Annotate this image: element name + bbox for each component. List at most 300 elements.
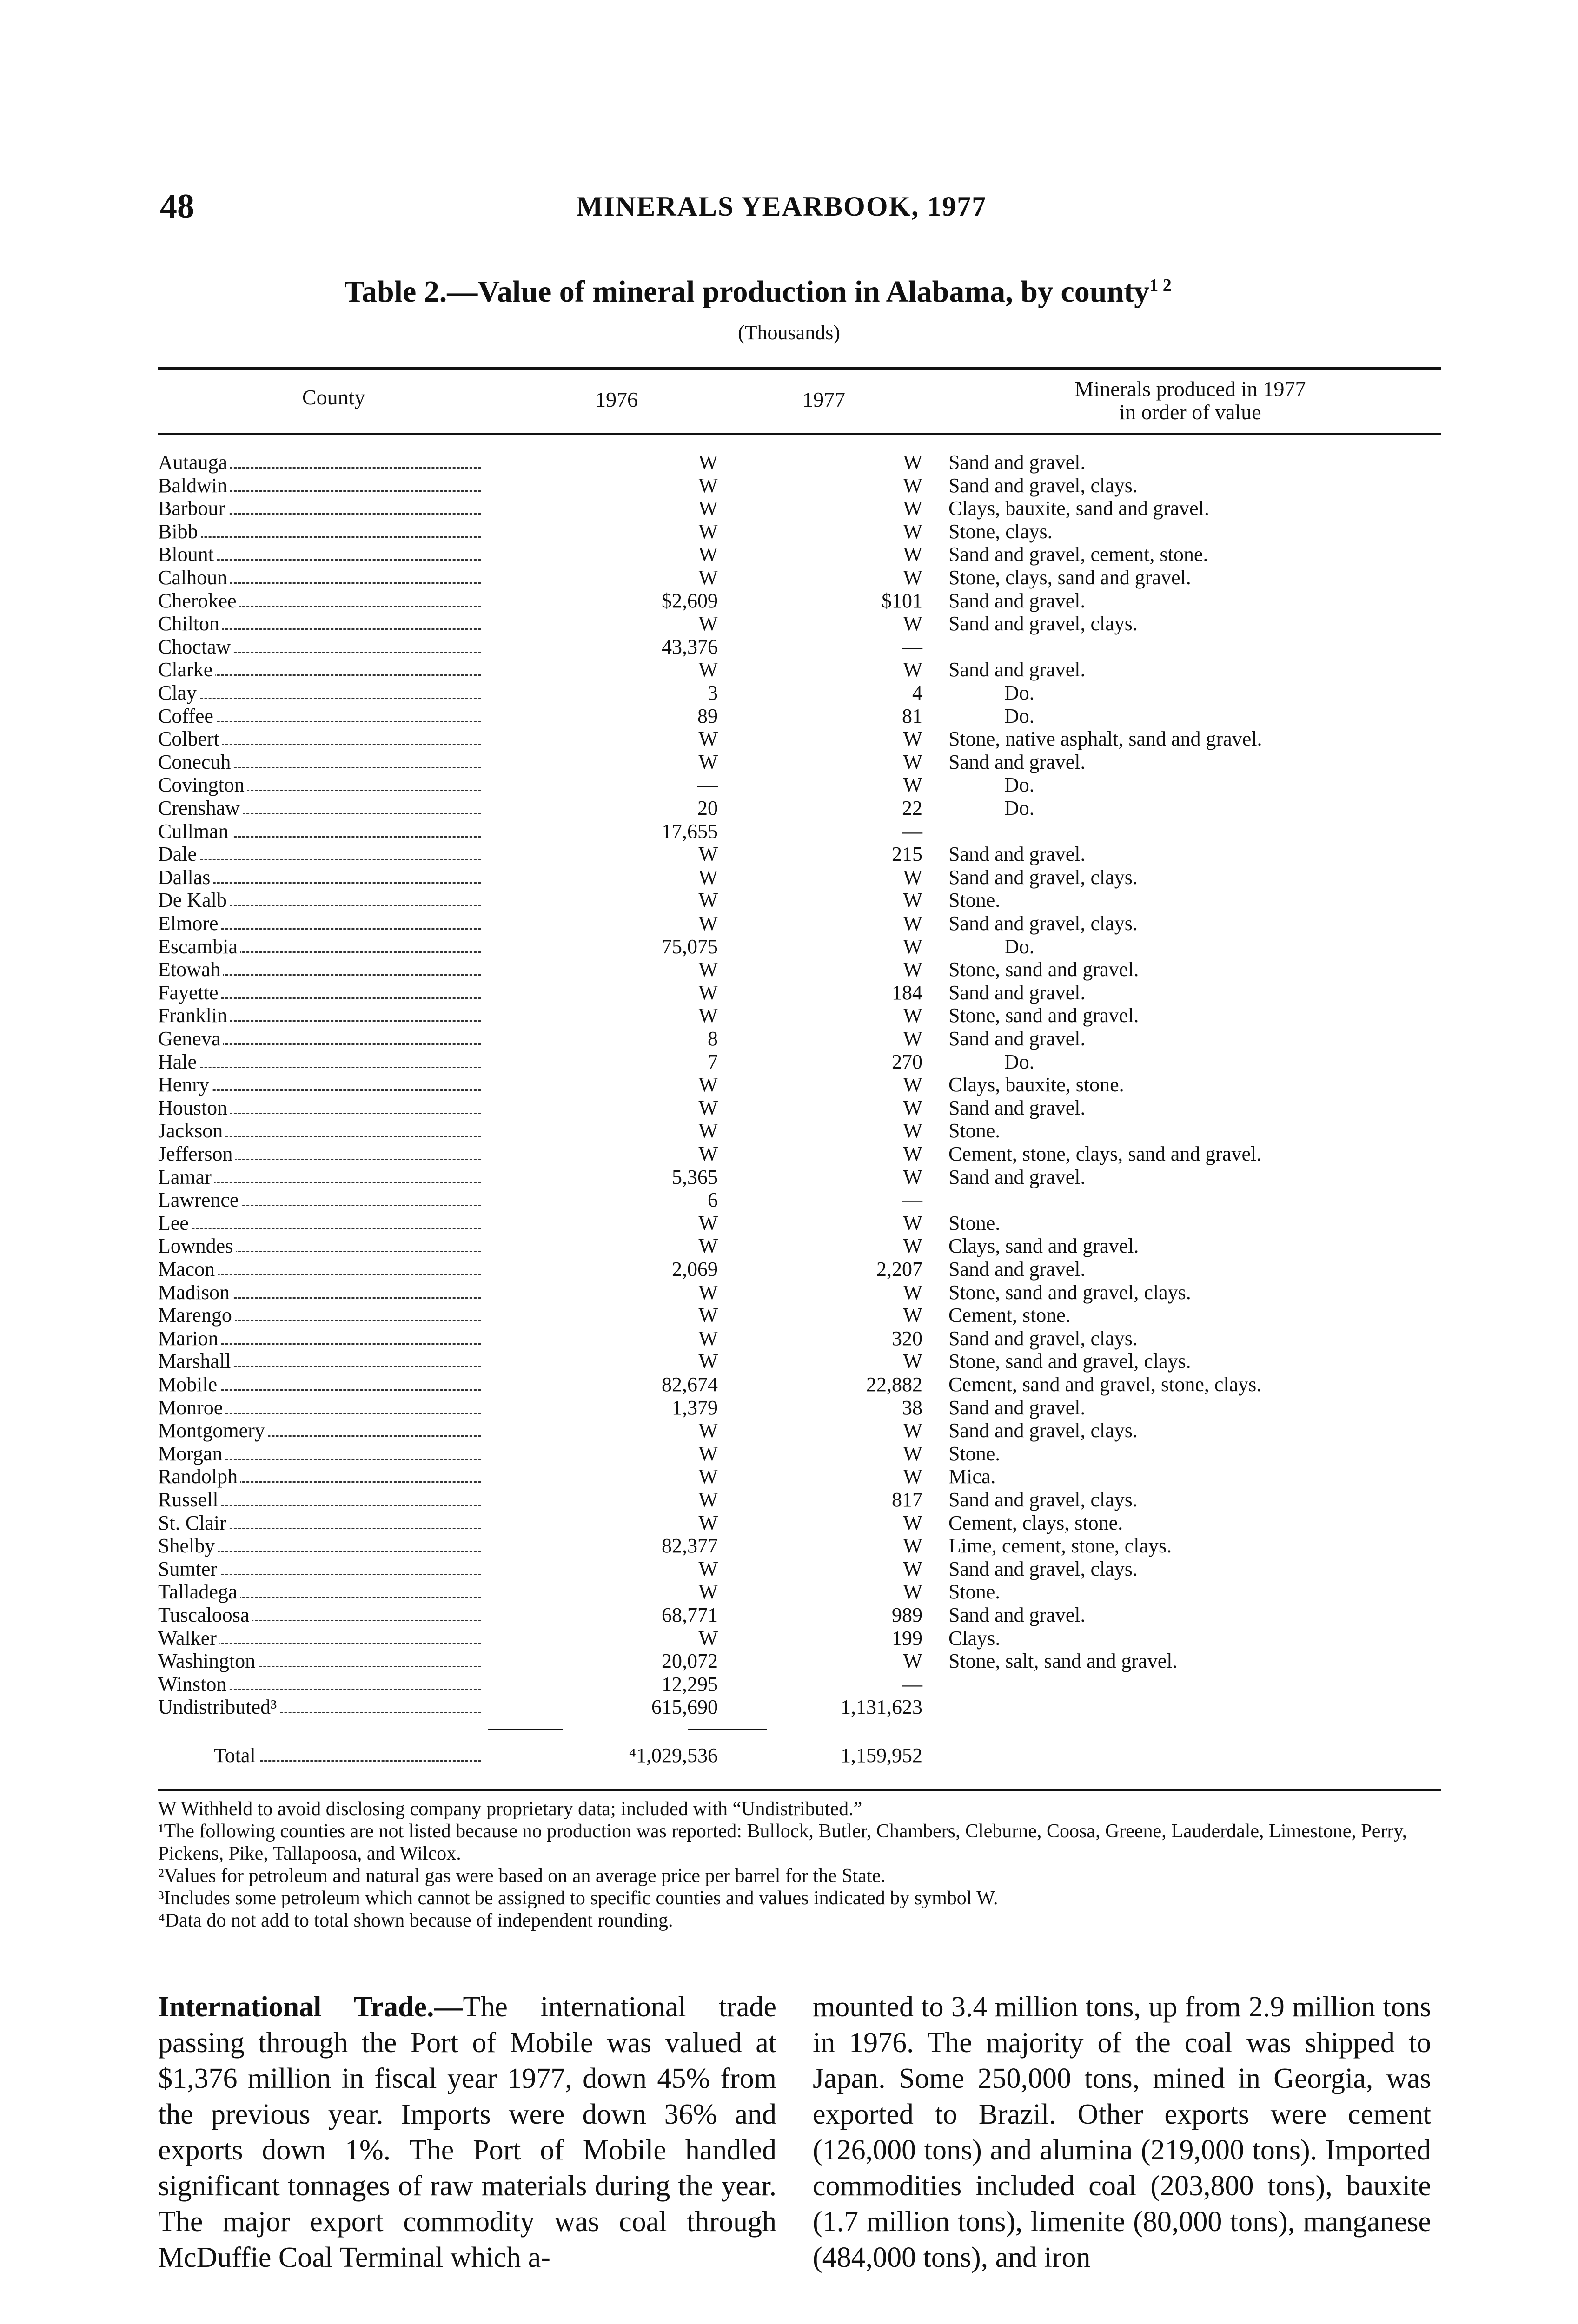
minerals-cell: Sand and gravel. [948, 843, 1086, 866]
value-1976: W [698, 843, 718, 866]
value-1976: W [698, 543, 718, 566]
column-header-minerals [958, 377, 1423, 424]
county-name: Washington [158, 1650, 258, 1672]
value-1976: 615,690 [651, 1696, 718, 1719]
value-1976: W [698, 727, 718, 751]
minerals-cell: Sand and gravel. [948, 1604, 1086, 1626]
footnote-1: ¹The following counties are not listed because no production was reported: Bullock, Butler, Chambers, Cleburne, Coosa, Greene, Lauderdale, Limestone, Perry, Pickens, Pike, Tallapoosa, and Wilcox. [158, 1821, 1407, 1864]
value-1977: W [903, 1096, 922, 1119]
county-cell [158, 727, 484, 751]
total-label-cell [158, 1744, 484, 1767]
value-1977: W [903, 1534, 922, 1558]
value-1976: W [698, 1211, 718, 1235]
table-row [158, 474, 1441, 497]
dot-leader [158, 1228, 481, 1229]
table-row [158, 1258, 1441, 1281]
value-1976: W [698, 1557, 718, 1580]
value-1977: W [903, 1235, 922, 1258]
total-row [158, 1744, 1441, 1767]
county-name: Morgan [158, 1442, 225, 1465]
county-name: Marengo [158, 1304, 235, 1327]
value-1977: W [903, 1580, 922, 1604]
minerals-cell: Stone, sand and gravel, clays. [948, 1350, 1191, 1373]
value-1977: W [903, 1004, 922, 1027]
county-cell [158, 1350, 484, 1373]
county-name: Undistributed³ [158, 1696, 279, 1718]
minerals-cell: Sand and gravel. [948, 451, 1086, 474]
value-1977: 22,882 [866, 1373, 922, 1396]
value-1977: 2,207 [876, 1258, 922, 1281]
value-1976: 5,365 [672, 1165, 718, 1188]
value-1976: W [698, 1580, 718, 1604]
value-1976: W [698, 1096, 718, 1119]
minerals-cell: Sand and gravel, clays. [948, 612, 1138, 635]
table-row [158, 1534, 1441, 1558]
table-row [158, 1673, 1441, 1696]
value-1977: 22 [902, 797, 922, 819]
county-name: Cullman [158, 820, 232, 843]
value-1976: W [698, 1073, 718, 1096]
value-1977: W [903, 1281, 922, 1304]
value-1976: 12,295 [662, 1672, 718, 1696]
county-name: De Kalb [158, 889, 230, 911]
county-name: Clarke [158, 658, 215, 681]
table-row [158, 1488, 1441, 1512]
county-name: Cherokee [158, 589, 239, 612]
table-bottom-rule [158, 1789, 1441, 1791]
minerals-cell: Sand and gravel. [948, 1165, 1086, 1188]
county-cell [158, 1373, 484, 1396]
value-1976: 7 [708, 1050, 718, 1073]
county-cell [158, 520, 484, 543]
county-name: Mobile [158, 1373, 220, 1396]
county-cell [158, 773, 484, 797]
minerals-cell: Sand and gravel, clays. [948, 1327, 1138, 1350]
minerals-cell: Sand and gravel. [948, 1258, 1086, 1281]
value-1977: 989 [892, 1604, 922, 1626]
table-row [158, 1442, 1441, 1466]
county-name: Elmore [158, 912, 221, 935]
value-1977: 4 [912, 681, 922, 704]
county-name: St. Clair [158, 1512, 229, 1534]
county-cell [158, 1512, 484, 1535]
table-row [158, 705, 1441, 728]
minerals-cell: Stone. [948, 1442, 1001, 1465]
county-name: Geneva [158, 1027, 223, 1050]
county-name: Walker [158, 1627, 219, 1650]
value-1977: W [903, 1442, 922, 1465]
county-name: Lawrence [158, 1188, 241, 1211]
value-1977: W [903, 497, 922, 520]
county-cell [158, 1235, 484, 1258]
table-row [158, 1096, 1441, 1120]
value-1977: 1,131,623 [841, 1696, 922, 1719]
value-1976: W [698, 865, 718, 889]
minerals-cell: Sand and gravel. [948, 658, 1086, 681]
value-1977: W [903, 1211, 922, 1235]
table-row [158, 543, 1441, 566]
body-column-right [813, 1989, 1431, 2276]
value-1977: 270 [892, 1050, 922, 1073]
county-name: Autauga [158, 451, 230, 474]
county-cell [158, 843, 484, 866]
value-1977: W [903, 935, 922, 958]
minerals-cell: Stone. [948, 1211, 1001, 1235]
value-1976: W [698, 889, 718, 912]
table-row [158, 1327, 1441, 1350]
table-row [158, 1235, 1441, 1258]
county-name: Franklin [158, 1004, 230, 1027]
table-row [158, 1281, 1441, 1304]
total-1977: 1,159,952 [841, 1744, 922, 1767]
table-row [158, 981, 1441, 1004]
county-cell [158, 1096, 484, 1120]
value-1977: W [903, 543, 922, 566]
value-1976: $2,609 [662, 589, 718, 612]
minerals-cell: Do. [1004, 681, 1034, 704]
value-1976: W [698, 612, 718, 635]
table-row [158, 1027, 1441, 1050]
minerals-cell: Do. [1004, 704, 1034, 727]
county-cell [158, 1188, 484, 1212]
county-name: Blount [158, 543, 217, 566]
county-cell [158, 1073, 484, 1096]
table-row [158, 520, 1441, 543]
value-1977: W [903, 1419, 922, 1442]
table-row [158, 681, 1441, 705]
value-1977: W [903, 912, 922, 935]
value-1977: W [903, 727, 922, 751]
minerals-cell: Stone, native asphalt, sand and gravel. [948, 727, 1262, 751]
county-cell [158, 981, 484, 1004]
minerals-cell: Sand and gravel, clays. [948, 1557, 1138, 1580]
value-1976: W [698, 497, 718, 520]
county-cell [158, 935, 484, 958]
table-row [158, 1073, 1441, 1096]
value-1976: W [698, 1488, 718, 1511]
value-1976: W [698, 1626, 718, 1650]
value-1977-blank: — [902, 635, 922, 658]
table-row [158, 612, 1441, 635]
minerals-cell: Sand and gravel. [948, 750, 1086, 773]
value-1976: 8 [708, 1027, 718, 1050]
value-1976-blank: — [697, 773, 718, 797]
value-1976: W [698, 912, 718, 935]
value-1976: W [698, 1442, 718, 1465]
value-1976: W [698, 1511, 718, 1534]
minerals-cell: Do. [1004, 935, 1034, 958]
value-1977: 38 [902, 1396, 922, 1419]
county-name: Fayette [158, 981, 221, 1004]
minerals-cell: Cement, clays, stone. [948, 1511, 1123, 1534]
value-1976: W [698, 474, 718, 497]
minerals-cell: Cement, sand and gravel, stone, clays. [948, 1373, 1262, 1396]
county-cell [158, 1258, 484, 1281]
minerals-cell: Stone. [948, 1580, 1001, 1604]
county-cell [158, 1004, 484, 1027]
minerals-cell: Stone, sand and gravel. [948, 1004, 1139, 1027]
value-1976: 82,674 [662, 1373, 718, 1396]
table-top-rule [158, 367, 1441, 370]
county-cell [158, 1558, 484, 1581]
county-name: Russell [158, 1488, 221, 1511]
value-1977: W [903, 750, 922, 773]
county-name: Madison [158, 1281, 232, 1304]
minerals-cell: Stone. [948, 889, 1001, 912]
table-row [158, 1558, 1441, 1581]
county-name: Marion [158, 1327, 221, 1350]
minerals-cell: Stone, clays. [948, 520, 1053, 543]
value-1977: W [903, 1304, 922, 1327]
value-1976: 75,075 [662, 935, 718, 958]
column-header-1976: 1976 [595, 388, 638, 411]
minerals-cell: Do. [1004, 773, 1034, 797]
table-row [158, 797, 1441, 820]
value-1976: W [698, 520, 718, 543]
table-row [158, 1142, 1441, 1166]
value-1976: 6 [708, 1188, 718, 1212]
body-paragraph-left [158, 1989, 776, 2276]
table-row [158, 1350, 1441, 1373]
table-row [158, 958, 1441, 981]
county-cell [158, 958, 484, 981]
county-cell [158, 474, 484, 497]
value-1976: W [698, 958, 718, 981]
table-header-rule [158, 433, 1441, 435]
footnote-4: ⁴Data do not add to total shown because of independent rounding. [158, 1910, 673, 1931]
county-cell [158, 889, 484, 912]
county-name: Bibb [158, 520, 201, 543]
value-1977: W [903, 474, 922, 497]
county-cell [158, 1281, 484, 1304]
value-1977: W [903, 1650, 922, 1673]
table-row [158, 1419, 1441, 1442]
minerals-cell: Cement, stone, clays, sand and gravel. [948, 1142, 1262, 1165]
table-row [158, 589, 1441, 613]
body-paragraph-right: mounted to 3.4 million tons, up from 2.9 million tons in 1976. The majority of the coal was shipped to Japan. Some 250,000 tons, mined in Georgia, was exported to Brazil. Other exports were cement (126,000 tons) and alumina (219,000 tons). Imported commodities included coal (203,800 tons), bauxite (1.7 million tons), limenite (80,000 tons), manganese (484,000 tons), and iron [813, 1991, 1431, 2273]
value-1976: W [698, 658, 718, 681]
county-cell [158, 1488, 484, 1512]
value-1976: W [698, 1142, 718, 1165]
county-cell [158, 820, 484, 843]
value-1976: 1,379 [672, 1396, 718, 1419]
county-name: Escambia [158, 935, 240, 958]
county-name: Conecuh [158, 751, 233, 773]
minerals-cell: Clays. [948, 1626, 1001, 1650]
value-1976: 82,377 [662, 1534, 718, 1558]
county-cell [158, 1604, 484, 1627]
value-1977: W [903, 1142, 922, 1165]
table-row [158, 866, 1441, 889]
county-name: Clay [158, 681, 199, 704]
value-1976: W [698, 1304, 718, 1327]
table-units: (Thousands) [738, 321, 840, 344]
county-name: Lee [158, 1212, 192, 1235]
county-cell [158, 1304, 484, 1327]
value-1977: W [903, 1027, 922, 1050]
county-name: Lamar [158, 1166, 214, 1188]
minerals-cell: Clays, bauxite, stone. [948, 1073, 1124, 1096]
county-cell [158, 1650, 484, 1673]
county-cell [158, 866, 484, 889]
value-1976: 17,655 [662, 819, 718, 843]
table-row [158, 658, 1441, 681]
value-1977: W [903, 1119, 922, 1142]
value-1976: 3 [708, 681, 718, 704]
value-1976: 2,069 [672, 1258, 718, 1281]
county-name: Calhoun [158, 566, 230, 589]
value-1976: W [698, 566, 718, 589]
minerals-cell: Sand and gravel, clays. [948, 1419, 1138, 1442]
table-row [158, 1650, 1441, 1673]
minerals-cell: Sand and gravel. [948, 1396, 1086, 1419]
table-row [158, 1212, 1441, 1235]
minerals-cell: Lime, cement, stone, clays. [948, 1534, 1172, 1558]
county-cell [158, 1027, 484, 1050]
value-1977: W [903, 1073, 922, 1096]
value-1977: W [903, 520, 922, 543]
dot-leader [158, 1067, 481, 1068]
county-name: Lowndes [158, 1235, 236, 1257]
county-name: Dale [158, 843, 199, 865]
minerals-cell: Sand and gravel. [948, 981, 1086, 1004]
value-1977: W [903, 612, 922, 635]
value-1977-blank: — [902, 819, 922, 843]
county-cell [158, 589, 484, 613]
table-row [158, 1580, 1441, 1604]
value-1976: W [698, 1350, 718, 1373]
value-1976: W [698, 1119, 718, 1142]
value-1976: W [698, 1465, 718, 1488]
county-cell [158, 1050, 484, 1074]
value-1977: 320 [892, 1327, 922, 1350]
county-name: Hale [158, 1050, 199, 1073]
value-1976: 20,072 [662, 1650, 718, 1673]
county-name: Baldwin [158, 474, 230, 497]
table-row [158, 1465, 1441, 1488]
county-cell [158, 1580, 484, 1604]
section-heading: International Trade.— [158, 1991, 463, 2023]
minerals-cell: Stone, salt, sand and gravel. [948, 1650, 1178, 1673]
column-header-minerals-line1: Minerals produced in 1977 [1074, 377, 1306, 401]
table-row [158, 773, 1441, 797]
table-row [158, 1304, 1441, 1327]
table-row [158, 1188, 1441, 1212]
county-name: Henry [158, 1073, 212, 1096]
body-left-text: The international trade passing through the Port of Mobile was valued at $1,376 million in fiscal year 1977, down 45% from the previous year. Imports were down 36% and exports down 1%. The Port of Mobile handled significant tonnages of raw materials during the year. The major export commodity was coal through McDuffie Coal Terminal which a- [158, 1991, 776, 2273]
table-row [158, 889, 1441, 912]
table-row [158, 1627, 1441, 1650]
county-name: Macon [158, 1258, 218, 1281]
minerals-cell: Sand and gravel, clays. [948, 865, 1138, 889]
county-name: Houston [158, 1096, 230, 1119]
value-1977: W [903, 1165, 922, 1188]
county-name: Choctaw [158, 635, 233, 658]
county-name: Marshall [158, 1350, 233, 1373]
county-name: Winston [158, 1673, 229, 1696]
table-row [158, 1166, 1441, 1189]
value-1976: W [698, 451, 718, 474]
county-cell [158, 1212, 484, 1235]
page-number: 48 [160, 187, 194, 225]
county-cell [158, 658, 484, 681]
value-1977: W [903, 658, 922, 681]
minerals-cell: Do. [1004, 797, 1034, 819]
value-1977: W [903, 451, 922, 474]
county-cell [158, 1442, 484, 1466]
minerals-cell: Stone, sand and gravel, clays. [948, 1281, 1191, 1304]
total-rule-1976 [488, 1729, 563, 1730]
footnote-2: ²Values for petroleum and natural gas were based on an average price per barrel for the State. [158, 1865, 886, 1887]
table-row [158, 1512, 1441, 1535]
county-name: Jefferson [158, 1142, 235, 1165]
table-row [158, 935, 1441, 958]
county-cell [158, 1419, 484, 1442]
value-1977: 81 [902, 704, 922, 727]
dot-leader [158, 698, 481, 699]
county-name: Talladega [158, 1580, 240, 1603]
county-cell [158, 912, 484, 935]
county-cell [158, 1119, 484, 1142]
county-cell [158, 1142, 484, 1166]
value-1977: W [903, 566, 922, 589]
table-row [158, 1119, 1441, 1142]
county-name: Covington [158, 773, 247, 796]
county-name: Shelby [158, 1534, 218, 1557]
county-cell [158, 1396, 484, 1419]
county-name: Crenshaw [158, 797, 243, 819]
county-cell [158, 1166, 484, 1189]
footnote-w: W Withheld to avoid disclosing company proprietary data; included with “Undistributed.” [158, 1798, 862, 1820]
table-row [158, 843, 1441, 866]
table-row [158, 1004, 1441, 1027]
dot-leader [158, 536, 481, 538]
table-row [158, 820, 1441, 843]
county-cell [158, 1327, 484, 1350]
county-cell [158, 1696, 484, 1719]
value-1977: W [903, 958, 922, 981]
county-name: Colbert [158, 727, 222, 750]
county-cell [158, 1627, 484, 1650]
value-1977: $101 [882, 589, 922, 612]
table-title-text: Table 2.—Value of mineral production in Alabama, by county [344, 275, 1150, 309]
minerals-cell: Stone, clays, sand and gravel. [948, 566, 1191, 589]
county-name: Chilton [158, 612, 222, 635]
minerals-cell: Sand and gravel, clays. [948, 1488, 1138, 1511]
county-cell [158, 497, 484, 520]
minerals-cell: Clays, bauxite, sand and gravel. [948, 497, 1209, 520]
value-1977: 199 [892, 1626, 922, 1650]
value-1976: W [698, 1327, 718, 1350]
value-1977: W [903, 1511, 922, 1534]
table-row [158, 1604, 1441, 1627]
footnotes [158, 1798, 1451, 1932]
value-1977: W [903, 1557, 922, 1580]
footnote-3: ³Includes some petroleum which cannot be assigned to specific counties and values indicated by symbol W. [158, 1888, 998, 1909]
county-name: Jackson [158, 1119, 225, 1142]
table-title-footnote-marks: 1 2 [1149, 276, 1172, 295]
value-1976: W [698, 1281, 718, 1304]
minerals-cell: Stone. [948, 1119, 1001, 1142]
county-name: Barbour [158, 497, 228, 520]
county-cell [158, 751, 484, 774]
value-1976: W [698, 1235, 718, 1258]
county-cell [158, 1465, 484, 1488]
minerals-cell: Sand and gravel, clays. [948, 474, 1138, 497]
county-cell [158, 681, 484, 705]
table-row [158, 1050, 1441, 1074]
county-cell [158, 612, 484, 635]
